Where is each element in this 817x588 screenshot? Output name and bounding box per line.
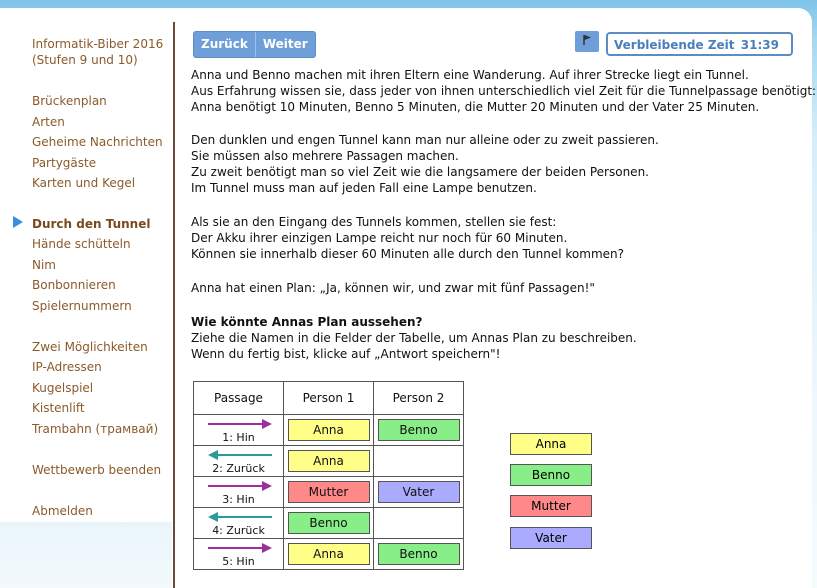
timer-label: Verbleibende Zeit: [614, 38, 735, 52]
task-line: Als sie an den Eingang des Tunnels kommen, stellen sie fest:: [191, 215, 557, 229]
person1-drop-cell[interactable]: [284, 508, 374, 539]
pool-chip-benno[interactable]: Benno: [510, 464, 592, 486]
table-row: [194, 539, 464, 570]
arrow-right-icon: [208, 542, 272, 554]
passage-label: 5: Hin: [222, 555, 255, 568]
person1-drop-cell[interactable]: [284, 415, 374, 446]
sidebar-item-haende-schuetteln[interactable]: Hände schütteln: [32, 237, 131, 251]
task-line: Sie müssen also mehrere Passagen machen.: [191, 149, 459, 163]
person2-drop-cell[interactable]: [374, 415, 464, 446]
pool-chip-anna[interactable]: Anna: [510, 433, 592, 455]
contest-title: Informatik-Biber 2016: [32, 37, 164, 51]
passage-label: 1: Hin: [222, 431, 255, 444]
person1-drop-cell[interactable]: [284, 446, 374, 477]
placed-name-chip[interactable]: Benno: [288, 512, 370, 534]
contest-subtitle: (Stufen 9 und 10): [32, 53, 138, 67]
table-header-row: [194, 382, 464, 415]
sidebar-item-karten-und-kegel[interactable]: Karten und Kegel: [32, 176, 136, 190]
task-line: Zu zweit benötigt man so viel Zeit wie die langsamere der beiden Personen.: [191, 165, 649, 179]
person1-drop-cell[interactable]: [284, 539, 374, 570]
sidebar-item-kugelspiel[interactable]: Kugelspiel: [32, 381, 94, 395]
pool-chip-mutter[interactable]: Mutter: [510, 495, 592, 517]
arrow-left-icon: [208, 511, 272, 523]
passage-cell: [194, 539, 284, 570]
plan-table: [193, 381, 464, 570]
pool-chip-vater[interactable]: Vater: [510, 527, 592, 549]
table-row: [194, 446, 464, 477]
passage-label: 4: Zurück: [212, 524, 265, 537]
placed-name-chip[interactable]: Benno: [378, 419, 460, 441]
arrow-right-icon: [208, 480, 272, 492]
sidebar-item-partygaeste[interactable]: Partygäste: [32, 156, 97, 170]
remaining-time-box: [606, 32, 793, 56]
sidebar-item-zwei-moeglichkeiten[interactable]: Zwei Möglichkeiten: [32, 340, 148, 354]
back-button[interactable]: Zurück: [201, 37, 248, 51]
column-header-passage: Passage: [194, 382, 284, 415]
sidebar-item-trambahn[interactable]: Trambahn (трамвай): [32, 422, 159, 436]
arrow-left-icon: [208, 449, 272, 461]
next-button[interactable]: Weiter: [255, 32, 315, 57]
task-line: Der Akku ihrer einzigen Lampe reicht nur noch für 60 Minuten.: [191, 231, 568, 245]
instruction-line: Wenn du fertig bist, klicke auf „Antwort speichern"!: [191, 347, 501, 361]
task-line: Im Tunnel muss man auf jeden Fall eine Lampe benutzen.: [191, 181, 537, 195]
sidebar-item-ip-adressen[interactable]: IP-Adressen: [32, 360, 102, 374]
passage-cell: [194, 477, 284, 508]
end-contest-link[interactable]: Wettbewerb beenden: [32, 463, 162, 477]
passage-cell: [194, 508, 284, 539]
placed-name-chip[interactable]: Anna: [288, 543, 370, 565]
person2-drop-cell[interactable]: [374, 539, 464, 570]
sidebar-item-geheime-nachrichten[interactable]: Geheime Nachrichten: [32, 135, 163, 149]
sidebar-item-brueckenplan[interactable]: Brückenplan: [32, 94, 107, 108]
active-item-arrow-icon: [13, 216, 23, 228]
sidebar-item-arten[interactable]: Arten: [32, 115, 65, 129]
sidebar-fade: [0, 522, 172, 588]
passage-label: 3: Hin: [222, 493, 255, 506]
sidebar-divider: [173, 22, 175, 588]
passage-cell: [194, 446, 284, 477]
table-row: [194, 508, 464, 539]
flag-button[interactable]: [575, 31, 599, 52]
column-header-person2: Person 2: [374, 382, 464, 415]
placed-name-chip[interactable]: Anna: [288, 450, 370, 472]
sidebar-item-kistenlift[interactable]: Kistenlift: [32, 401, 85, 415]
table-row: [194, 415, 464, 446]
person1-drop-cell[interactable]: [284, 477, 374, 508]
question-heading: Wie könnte Annas Plan aussehen?: [191, 315, 423, 329]
task-line: Den dunklen und engen Tunnel kann man nur alleine oder zu zweit passieren.: [191, 133, 659, 147]
sidebar-item-bonbonnieren[interactable]: Bonbonnieren: [32, 278, 116, 292]
sidebar-item-nim[interactable]: Nim: [32, 258, 56, 272]
person2-drop-cell[interactable]: [374, 446, 464, 477]
task-line: Können sie innerhalb dieser 60 Minuten alle durch den Tunnel kommen?: [191, 247, 624, 261]
flag-icon: [575, 31, 599, 52]
placed-name-chip[interactable]: Anna: [288, 419, 370, 441]
sidebar: [0, 8, 175, 522]
placed-name-chip[interactable]: Mutter: [288, 481, 370, 503]
logout-link[interactable]: Abmelden: [32, 504, 93, 518]
task-line: Anna und Benno machen mit ihren Eltern eine Wanderung. Auf ihrer Strecke liegt ein Tunnel.: [191, 68, 749, 82]
nav-button-group: [193, 31, 316, 58]
instruction-line: Ziehe die Namen in die Felder der Tabelle, um Annas Plan zu beschreiben.: [191, 331, 637, 345]
timer-value: 31:39: [740, 38, 779, 52]
sidebar-item-durch-den-tunnel[interactable]: Durch den Tunnel: [32, 217, 151, 231]
placed-name-chip[interactable]: Benno: [378, 543, 460, 565]
passage-label: 2: Zurück: [212, 462, 265, 475]
passage-cell: [194, 415, 284, 446]
column-header-person1: Person 1: [284, 382, 374, 415]
task-line: Anna hat einen Plan: „Ja, können wir, und zwar mit fünf Passagen!": [191, 281, 595, 295]
placed-name-chip[interactable]: Vater: [378, 481, 460, 503]
person2-drop-cell[interactable]: [374, 477, 464, 508]
table-row: [194, 477, 464, 508]
person2-drop-cell[interactable]: [374, 508, 464, 539]
arrow-right-icon: [208, 418, 272, 430]
sidebar-item-spielernummern[interactable]: Spielernummern: [32, 299, 132, 313]
task-line: Aus Erfahrung wissen sie, dass jeder von ihnen unterschiedlich viel Zeit für die Tunnelpassage benötigt:: [191, 84, 817, 98]
task-line: Anna benötigt 10 Minuten, Benno 5 Minuten, die Mutter 20 Minuten und der Vater 25 Minuten.: [191, 100, 760, 114]
